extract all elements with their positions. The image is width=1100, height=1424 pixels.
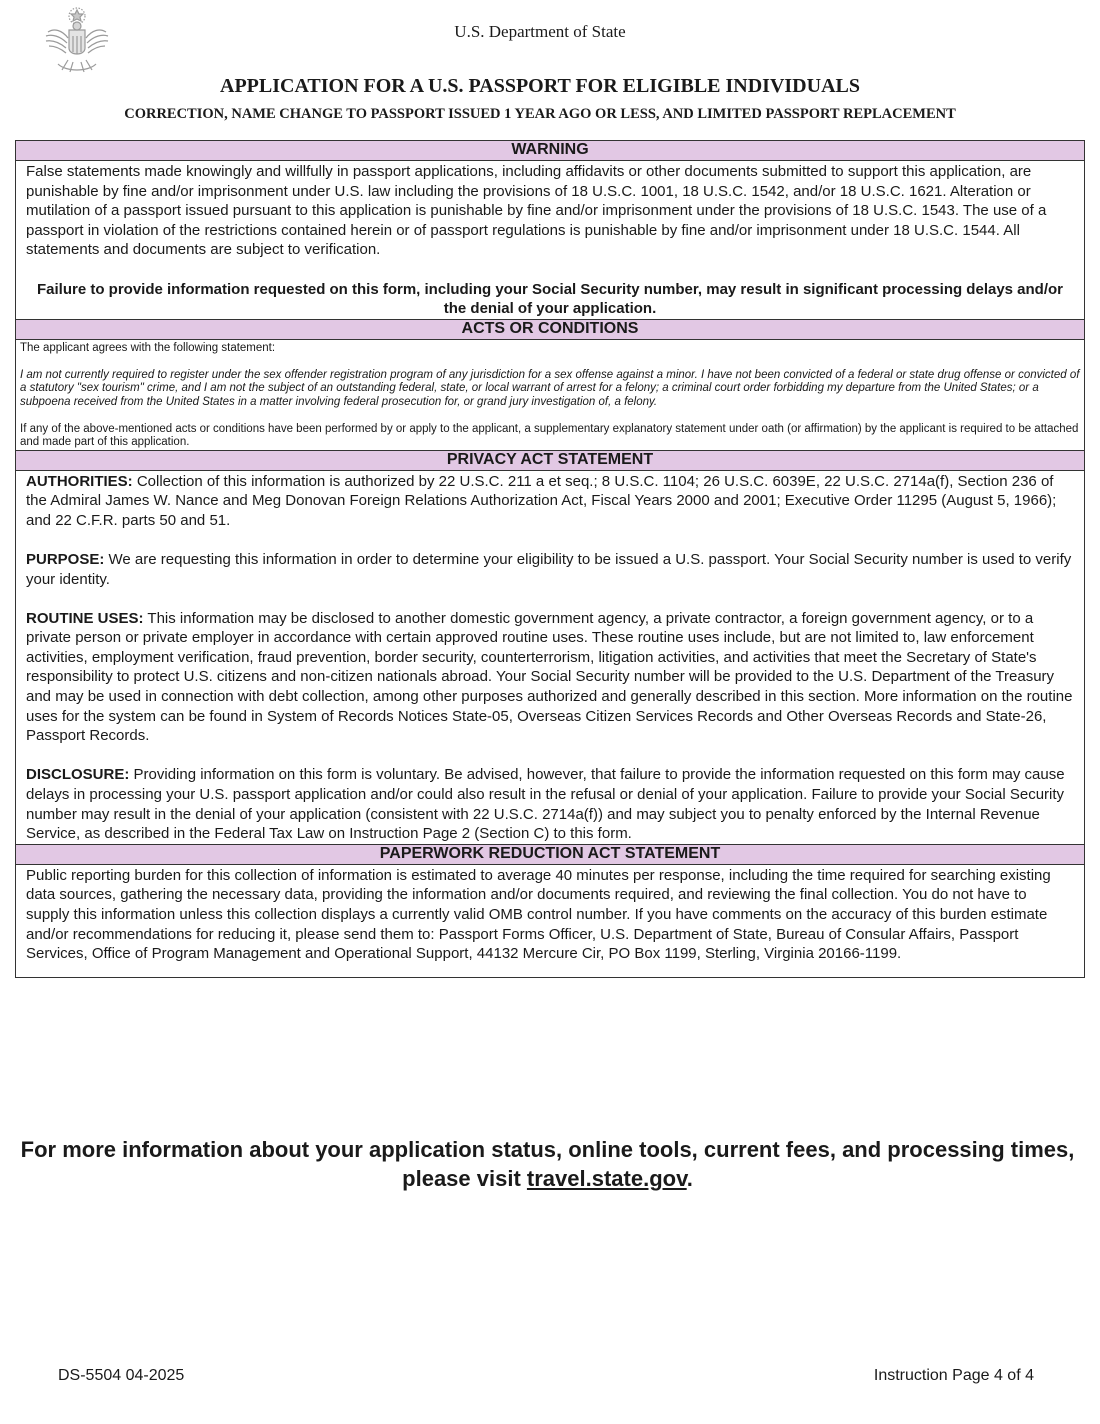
purpose-paragraph xyxy=(26,550,1074,589)
ssn-notice: Failure to provide information requested on this form, including your Social Security number, may result in significant processing delays and/or the denial of your application. xyxy=(36,280,1064,318)
travel-state-gov-link[interactable]: travel.state.gov xyxy=(526,1166,687,1191)
paperwork-section xyxy=(16,865,1084,977)
warning-text: False statements made knowingly and willfully in passport applications, including affidavits or other documents submitted to support this application, are punishable by fine and/or imprisonment under U.S. law including the provisions of 18 U.S.C. 1001, 18 U.S.C. 1542, and/or 18 U.S.C. 1621. Alteration or mutilation of a passport issued pursuant to this application is punishable by fine and/or imprisonment under the provisions of 18 U.S.C. 1543. The use of a passport in violation of the restrictions contained herein or of passport regulations is punishable by fine and/or imprisonment under 18 U.S.C. 1544. All statements and documents are subject to verification. xyxy=(26,163,1047,259)
paperwork-text: Public reporting burden for this collection of information is estimated to average 40 minutes per response, including the time required for searching existing data sources, gathering the necessary data, providing the information and/or documents required, and reviewing the final collection. You do not have to supply this information unless this collection displays a currently valid OMB control number. If you have comments on the accuracy of this burden estimate and/or recommendations for reducing it, please send them to: Passport Forms Officer, U.S. Department of State, Bureau of Consular Affairs, Passport Services, Office of Program Management and Operational Support, 44132 Mercure Cir, PO Box 1199, Sterling, Virginia 20166-1199. xyxy=(26,866,1051,963)
acts-intro: The applicant agrees with the following statement: xyxy=(20,341,276,354)
acts-section xyxy=(16,340,1084,450)
warning-section xyxy=(16,161,1084,319)
privacy-section xyxy=(16,471,1084,844)
paperwork-heading: PAPERWORK REDUCTION ACT STATEMENT xyxy=(16,844,1084,865)
more-info-notice xyxy=(0,1135,1095,1193)
page-number: Instruction Page 4 of 4 xyxy=(873,1367,1034,1384)
disclosure-paragraph xyxy=(26,765,1074,843)
state-department-seal-icon xyxy=(40,6,114,78)
form-subtitle: CORRECTION, NAME CHANGE TO PASSPORT ISSUED 1 YEAR AGO OR LESS, AND LIMITED PASSPORT REPLACEMENT xyxy=(124,106,956,122)
privacy-heading: PRIVACY ACT STATEMENT xyxy=(16,450,1084,471)
routine-uses-label: ROUTINE USES: xyxy=(26,609,144,627)
disclosure-text: Providing information on this form is voluntary. Be advised, however, that failure to provide the information requested on this form may cause delays in processing your U.S. passport application and/or could also result in the refusal or denial of your application. Failure to provide your Social Security number may result in the denial of your application (consistent with 22 U.S.C. 2714a(f)) and may subject you to penalty enforced by the Internal Revenue Service, as described in the Federal Tax Law on Instruction Page 2 (Section C) to this form. xyxy=(26,766,1065,843)
purpose-text: We are requesting this information in order to determine your eligibility to be issued a U.S. passport. Your Social Security number is used to verify your identity. xyxy=(26,550,1072,588)
more-info-text: For more information about your application status, online tools, current fees, and processing times, please visit xyxy=(20,1137,1075,1191)
authorities-text: Collection of this information is authorized by 22 U.S.C. 211 a et seq.; 8 U.S.C. 1104; 26 U.S.C. 6039E, 22 U.S.C. 2714a(f), Section 236 of the Admiral James W. Nance and Meg Donovan Foreign Relations Authorization Act, Fiscal Years 2000 and 2001; Executive Order 11295 (August 5, 1966); and 22 C.F.R. parts 50 and 51. xyxy=(26,472,1057,529)
routine-uses-text: This information may be disclosed to another domestic government agency, a private contractor, a foreign government agency, or to a private person or private employer in accordance with certain approved routine uses. These routine uses include, but are not limited to, law enforcement activities, employment verification, fraud prevention, border security, counterterrorism, litigation activities, and activities that meet the Secretary of State's responsibility to protect U.S. citizens and non-citizen nationals abroad. Your Social Security number will be provided to the U.S. Department of the Treasury and may be used in connection with debt collection, among other purposes authorized and generally described in this section. More information on the routine uses for the system can be found in System of Records Notices State-05, Overseas Citizen Services Records and Other Overseas Records and State-26, Passport Records. xyxy=(26,609,1073,745)
purpose-label: PURPOSE: xyxy=(26,550,105,568)
form-title: APPLICATION FOR A U.S. PASSPORT FOR ELIGIBLE INDIVIDUALS xyxy=(220,75,860,97)
routine-uses-paragraph xyxy=(26,609,1074,746)
warning-heading: WARNING xyxy=(16,141,1084,161)
acts-statement: I am not currently required to register under the sex offender registration program of any jurisdiction for a sex offense against a minor. I have not been convicted of a federal or state drug offense or convicted of a statutory "sex tourism" crime, and I am not the subject of an outstanding federal, state, or local warrant of arrest for a felony; a criminal court order forbidding my departure from the United States; or a subpoena received from the United States in a matter involving federal prosecution for, or grand jury investigation of, a felony. xyxy=(20,369,1080,408)
authorities-paragraph xyxy=(26,472,1074,531)
acts-heading: ACTS OR CONDITIONS xyxy=(16,319,1084,340)
department-name: U.S. Department of State xyxy=(454,22,626,41)
authorities-label: AUTHORITIES: xyxy=(26,472,133,490)
disclosure-label: DISCLOSURE: xyxy=(26,766,130,784)
form-number: DS-5504 04-2025 xyxy=(58,1367,185,1384)
instructions-box xyxy=(15,140,1085,978)
acts-note: If any of the above-mentioned acts or conditions have been performed by or apply to the applicant, a supplementary explanatory statement under oath (or affirmation) by the applicant is required to be attached and made part of this application. xyxy=(20,422,1079,449)
more-info-period: . xyxy=(686,1166,693,1191)
